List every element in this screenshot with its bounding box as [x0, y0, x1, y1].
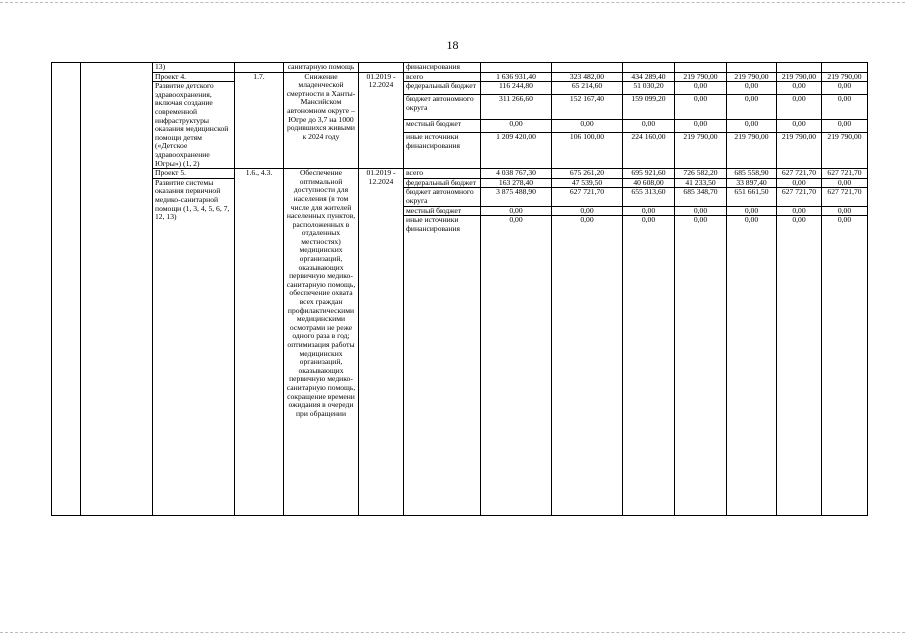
value-cell: 627 721,70 — [822, 169, 868, 179]
project4-period: 01.2019 - 12.2024 — [359, 72, 404, 169]
value-cell: 675 261,20 — [552, 169, 623, 179]
value-cell: 0,00 — [777, 178, 822, 188]
value-cell: 695 921,60 — [623, 169, 675, 179]
value-cell: 0,00 — [623, 206, 675, 216]
value-cell: 0,00 — [727, 120, 777, 133]
value-cell: 0,00 — [822, 206, 868, 216]
value-cell: 0,00 — [822, 178, 868, 188]
project4-measure: Снижение младенческой смертности в Ханты-Мансийском автономном округе – Югре до 3,7 на 1000 родившихся живыми к 2024 году — [284, 72, 359, 169]
source-cell: бюджет автономного округа — [404, 95, 481, 120]
source-cell: иные источники финансирования — [404, 133, 481, 169]
value-cell: 40 608,00 — [623, 178, 675, 188]
value-cell: 0,00 — [777, 216, 822, 516]
value-cell: 1 209 420,00 — [481, 133, 552, 169]
value-cell: 0,00 — [675, 95, 727, 120]
value-cell: 685 348,70 — [675, 188, 727, 206]
blank-cell — [52, 63, 81, 516]
value-cell: 0,00 — [822, 95, 868, 120]
project4-num: 1.7. — [235, 72, 284, 169]
value-cell: 0,00 — [552, 206, 623, 216]
project5-title: Проект 5. — [153, 169, 235, 179]
value-cell: 0,00 — [552, 216, 623, 516]
value-cell: 627 721,70 — [777, 188, 822, 206]
blank-cell — [81, 63, 153, 516]
value-cell: 0,00 — [727, 82, 777, 95]
value-cell: 33 897,40 — [727, 178, 777, 188]
table-row-project4-total — [52, 72, 868, 82]
value-cell: 152 167,40 — [552, 95, 623, 120]
value-cell: 323 482,00 — [552, 72, 623, 82]
value-cell: 47 539,50 — [552, 178, 623, 188]
value-cell: 311 266,60 — [481, 95, 552, 120]
value-cell: 0,00 — [675, 216, 727, 516]
value-cell: 0,00 — [675, 120, 727, 133]
project5-num: 1.6., 4.3. — [235, 169, 284, 516]
source-cell: всего — [404, 169, 481, 179]
value-cell: 219 790,00 — [727, 72, 777, 82]
source-cell: федеральный бюджет — [404, 178, 481, 188]
value-cell: 0,00 — [777, 120, 822, 133]
project5-desc: Развитие системы оказания первичной медико-санитарной помощи (1, 3, 4, 5, 6, 7, 12, 13) — [153, 178, 235, 515]
table-row-continuation — [52, 63, 868, 73]
page-number: 18 — [446, 38, 459, 52]
bottom-scan-edge — [0, 632, 905, 633]
source-cell: федеральный бюджет — [404, 82, 481, 95]
table-row-project5-total — [52, 169, 868, 179]
value-cell: 106 100,00 — [552, 133, 623, 169]
value-cell: 159 099,20 — [623, 95, 675, 120]
value-cell: 627 721,70 — [822, 188, 868, 206]
value-cell: 0,00 — [481, 206, 552, 216]
value-cell: 0,00 — [727, 95, 777, 120]
value-cell: 0,00 — [822, 216, 868, 516]
value-cell: 41 233,50 — [675, 178, 727, 188]
value-cell: 0,00 — [623, 216, 675, 516]
value-cell: 219 790,00 — [675, 72, 727, 82]
value-cell: 0,00 — [481, 216, 552, 516]
value-cell: 434 289,40 — [623, 72, 675, 82]
project-cell: 13) — [153, 63, 235, 73]
source-cell: иные источники финансирования — [404, 216, 481, 516]
project4-title: Проект 4. — [153, 72, 235, 82]
value-cell: 0,00 — [777, 206, 822, 216]
value-cell: 219 790,00 — [777, 72, 822, 82]
value-cell: 627 721,70 — [777, 169, 822, 179]
financing-table — [51, 62, 868, 516]
value-cell: 51 030,20 — [623, 82, 675, 95]
source-cell: местный бюджет — [404, 206, 481, 216]
value-cell: 0,00 — [675, 82, 727, 95]
period-cell — [359, 63, 404, 73]
value-cell: 3 875 488,90 — [481, 188, 552, 206]
table-row-project5-federal — [52, 178, 868, 188]
value-cell: 0,00 — [777, 95, 822, 120]
value-cell: 4 038 767,30 — [481, 169, 552, 179]
value-cell: 651 661,50 — [727, 188, 777, 206]
value-cell: 685 558,90 — [727, 169, 777, 179]
source-cell: финансирования — [404, 63, 481, 73]
value-cell: 219 790,00 — [777, 133, 822, 169]
value-cell: 0,00 — [822, 82, 868, 95]
value-cell: 219 790,00 — [822, 133, 868, 169]
project5-measure: Обеспечение оптимальной доступности для населения (в том числе для жителей населенных пунктов, расположенных в отдаленных местностях) медицинских организаций, оказывающих первичную медико-санитарную помощь, обеспечение охвата всех граждан профилактическими медицинскими осмотрами не реже одного раза в год; оптимизация работы медицинских организаций, оказывающих первичную медико-санитарную помощь, сокращение времени ожидания в очереди при обращении — [284, 169, 359, 516]
value-cell: 0,00 — [727, 206, 777, 216]
source-cell: местный бюджет — [404, 120, 481, 133]
measure-cell: санитарную помощь — [284, 63, 359, 73]
source-cell: всего — [404, 72, 481, 82]
value-cell: 0,00 — [552, 120, 623, 133]
value-cell: 219 790,00 — [727, 133, 777, 169]
value-cell: 163 278,40 — [481, 178, 552, 188]
value-cell: 65 214,60 — [552, 82, 623, 95]
value-cell: 627 721,70 — [552, 188, 623, 206]
value-cell: 224 160,00 — [623, 133, 675, 169]
value-cell: 0,00 — [675, 206, 727, 216]
value-cell: 219 790,00 — [675, 133, 727, 169]
value-cell: 219 790,00 — [822, 72, 868, 82]
value-cell: 0,00 — [777, 82, 822, 95]
value-cell: 1 636 931,40 — [481, 72, 552, 82]
top-scan-edge — [0, 2, 905, 3]
value-cell: 0,00 — [727, 216, 777, 516]
value-cell: 0,00 — [623, 120, 675, 133]
num-cell — [235, 63, 284, 73]
project5-period: 01.2019 - 12.2024 — [359, 169, 404, 516]
value-cell: 726 582,20 — [675, 169, 727, 179]
value-cell: 0,00 — [822, 120, 868, 133]
project4-desc: Развитие детского здравоохранения, включая создание современной инфраструктуры оказания медицинской помощи детям («Детское здравоохранение Югры») (1, 2) — [153, 82, 235, 169]
value-cell: 116 244,80 — [481, 82, 552, 95]
value-cell: 655 313,60 — [623, 188, 675, 206]
source-cell: бюджет автономного округа — [404, 188, 481, 206]
table-row-project4-federal — [52, 82, 868, 95]
value-cell: 0,00 — [481, 120, 552, 133]
